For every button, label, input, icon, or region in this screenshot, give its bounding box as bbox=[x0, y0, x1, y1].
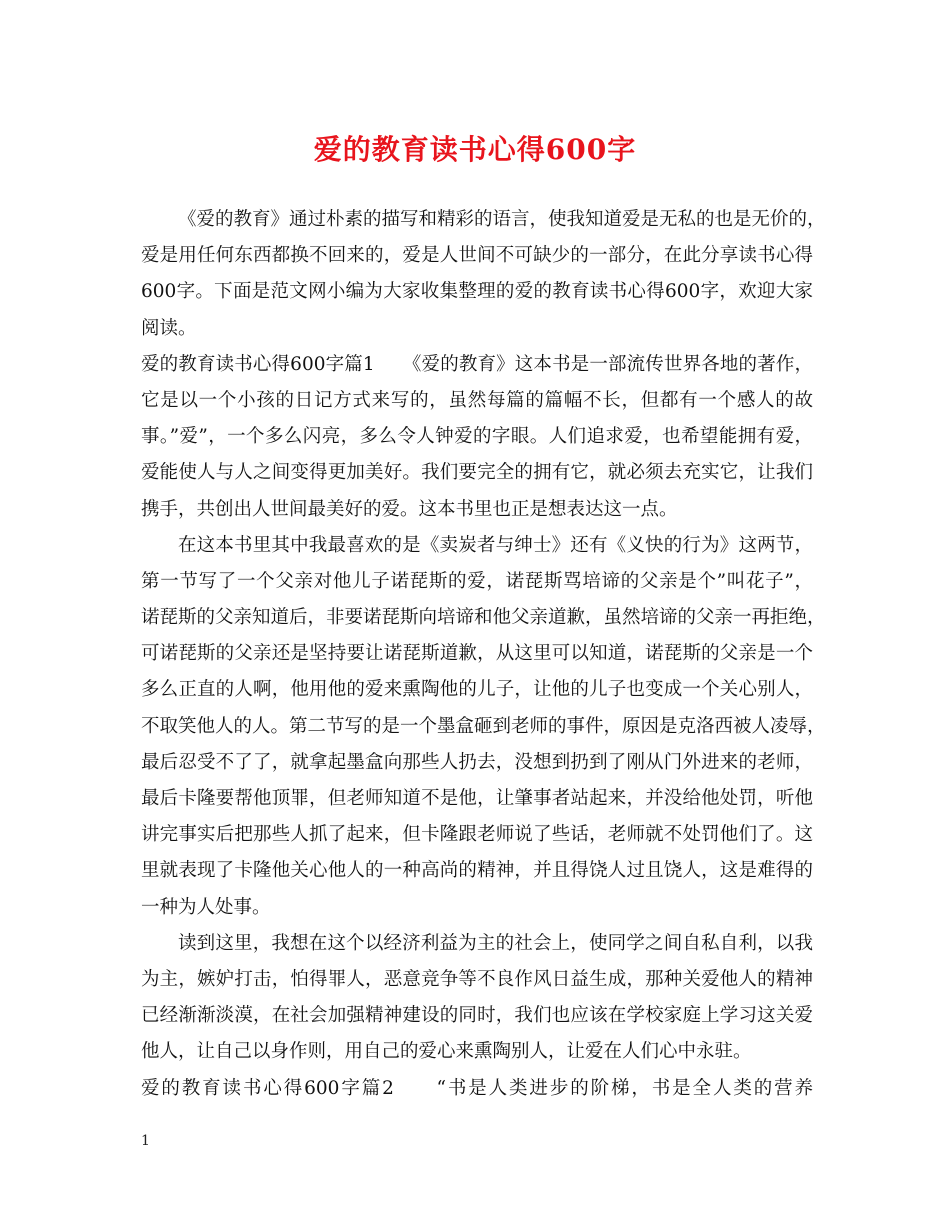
paragraph-line: 可诺琵斯的父亲还是坚持要让诺琵斯道歉，从这里可以知道，诺琵斯的父亲是一个 bbox=[141, 643, 813, 665]
page-number: 1 bbox=[141, 1133, 150, 1149]
paragraph-line: 爱的教育读书心得600字篇1 《爱的教育》这本书是一部流传世界各地的著作， bbox=[141, 353, 813, 375]
paragraph-line: 爱能使人与人之间变得更加美好。我们要完全的拥有它，就必须去充实它，让我们 bbox=[141, 462, 813, 484]
paragraph-line: 600字。下面是范文网小编为大家收集整理的爱的教育读书心得600字，欢迎大家 bbox=[141, 281, 813, 303]
paragraph-line: 爱是用任何东西都换不回来的，爱是人世间不可缺少的一部分，在此分享读书心得 bbox=[141, 245, 813, 267]
paragraph-line: 最后卡隆要帮他顶罪，但老师知道不是他，让肇事者站起来，并没给他处罚，听他 bbox=[141, 788, 813, 809]
paragraph-line: 阅读。 bbox=[141, 317, 197, 339]
paragraph-line: 他人，让自己以身作则，用自己的爱心来熏陶别人，让爱在人们心中永驻。 bbox=[141, 1041, 752, 1063]
paragraph-line: 它是以一个小孩的日记方式来写的，虽然每篇的篇幅不长，但都有一个感人的故 bbox=[141, 389, 813, 411]
paragraph-line: 里就表现了卡隆他关心他人的一种高尚的精神，并且得饶人过且饶人，这是难得的 bbox=[141, 860, 813, 882]
paragraph-line: 在这本书里其中我最喜欢的是《卖炭者与绅士》还有《义快的行为》这两节， bbox=[178, 534, 813, 556]
paragraph-line: 多么正直的人啊，他用他的爱来熏陶他的儿子，让他的儿子也变成一个关心别人， bbox=[141, 679, 813, 701]
paragraph-line: 讲完事实后把那些人抓了起来，但卡隆跟老师说了些话，老师就不处罚他们了。这 bbox=[141, 824, 813, 846]
paragraph-line: 诺琵斯的父亲知道后，非要诺琵斯向培谛和他父亲道歉，虽然培谛的父亲一再拒绝， bbox=[141, 607, 826, 629]
paragraph-line: 最后忍受不了了，就拿起墨盒向那些人扔去，没想到扔到了刚从门外进来的老师， bbox=[141, 751, 813, 773]
document-title: 爱的教育读书心得600字 bbox=[313, 133, 637, 166]
paragraph-line: 事。”爱”，一个多么闪亮，多么令人钟爱的字眼。人们追求爱，也希望能拥有爱， bbox=[141, 426, 813, 448]
paragraph-line: 携手，共创出人世间最美好的爱。这本书里也正是想表达这一点。 bbox=[141, 498, 678, 520]
paragraph-line: 第一节写了一个父亲对他儿子诺琵斯的爱，诺琵斯骂培谛的父亲是个”叫花子”， bbox=[141, 570, 813, 592]
document-body bbox=[141, 202, 826, 1107]
paragraph-line: 一种为人处事。 bbox=[141, 896, 271, 918]
paragraph-line: 读到这里，我想在这个以经济利益为主的社会上，使同学之间自私自利，以我 bbox=[178, 932, 813, 954]
paragraph-line: 不取笑他人的人。第二节写的是一个墨盒砸到老师的事件，原因是克洛西被人凌辱， bbox=[141, 715, 826, 737]
paragraph-line: 已经渐渐淡漠，在社会加强精神建设的同时，我们也应该在学校家庭上学习这关爱 bbox=[141, 1005, 813, 1027]
paragraph-line: 为主，嫉妒打击，怕得罪人，恶意竞争等不良作风日益生成，那种关爱他人的精神 bbox=[141, 968, 813, 990]
paragraph-line: 爱的教育读书心得600字篇2 “书是人类进步的阶梯，书是全人类的营养 bbox=[141, 1077, 813, 1099]
paragraph-line: 《爱的教育》通过朴素的描写和精彩的语言，使我知道爱是无私的也是无价的， bbox=[178, 209, 826, 230]
